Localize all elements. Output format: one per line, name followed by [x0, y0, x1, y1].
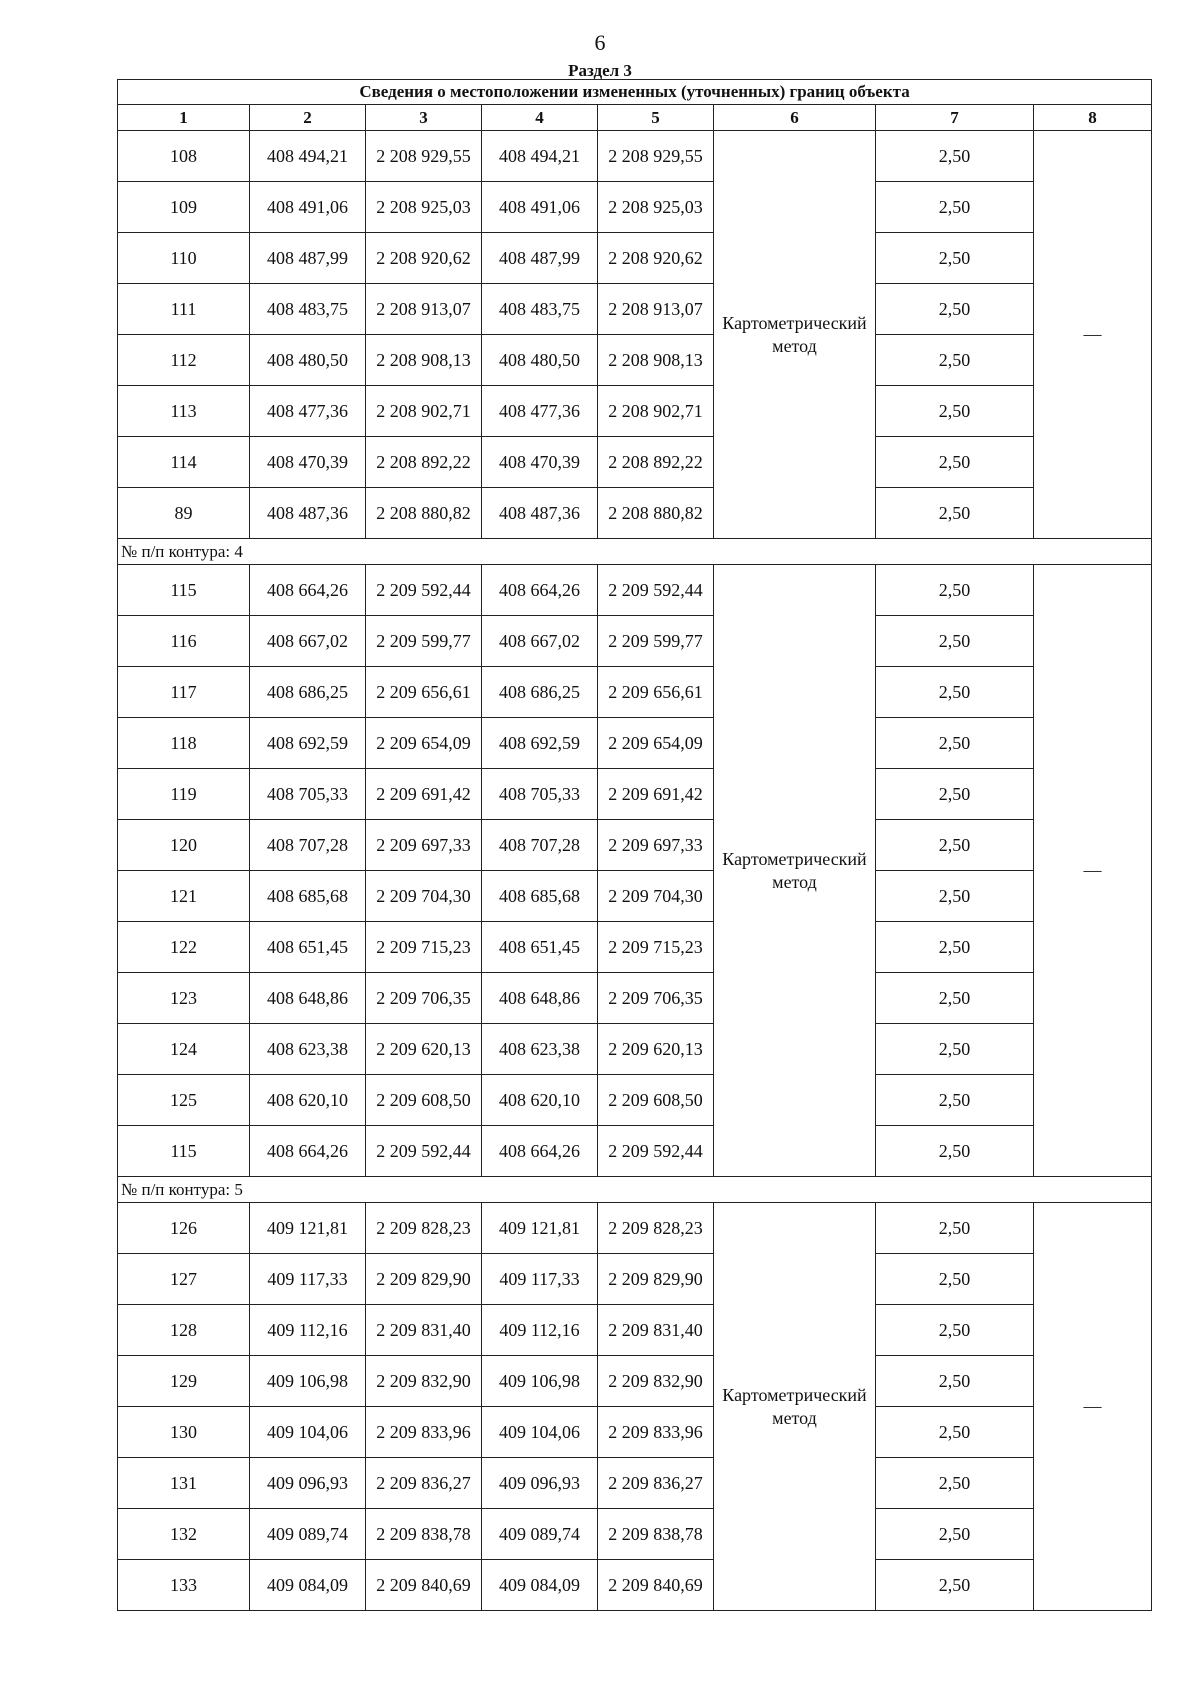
point-number-cell: 132 — [118, 1509, 250, 1560]
y-coordinate-cell: 2 209 697,33 — [366, 820, 482, 871]
point-number-cell: 116 — [118, 616, 250, 667]
y-coordinate-cell: 2 209 691,42 — [366, 769, 482, 820]
y-coordinate-cell: 2 208 902,71 — [598, 386, 714, 437]
y-coordinate-cell: 2 209 715,23 — [366, 922, 482, 973]
point-number-cell: 130 — [118, 1407, 250, 1458]
column-number: 5 — [598, 105, 714, 131]
precision-cell: 2,50 — [876, 616, 1034, 667]
x-coordinate-cell: 409 112,16 — [250, 1305, 366, 1356]
point-number-cell: 109 — [118, 182, 250, 233]
x-coordinate-cell: 408 483,75 — [482, 284, 598, 335]
precision-cell: 2,50 — [876, 1305, 1034, 1356]
table-row — [118, 1356, 1152, 1407]
precision-cell: 2,50 — [876, 1203, 1034, 1254]
x-coordinate-cell: 409 104,06 — [250, 1407, 366, 1458]
y-coordinate-cell: 2 209 840,69 — [598, 1560, 714, 1611]
y-coordinate-cell: 2 209 608,50 — [598, 1075, 714, 1126]
contour-label: № п/п контура: 4 — [118, 539, 1152, 565]
column-8-cell: — — [1034, 131, 1152, 539]
x-coordinate-cell: 409 084,09 — [482, 1560, 598, 1611]
table-row — [118, 182, 1152, 233]
table-row — [118, 922, 1152, 973]
y-coordinate-cell: 2 208 880,82 — [366, 488, 482, 539]
precision-cell: 2,50 — [876, 488, 1034, 539]
x-coordinate-cell: 408 494,21 — [482, 131, 598, 182]
point-number-cell: 114 — [118, 437, 250, 488]
precision-cell: 2,50 — [876, 131, 1034, 182]
precision-cell: 2,50 — [876, 871, 1034, 922]
y-coordinate-cell: 2 208 925,03 — [598, 182, 714, 233]
y-coordinate-cell: 2 209 829,90 — [598, 1254, 714, 1305]
y-coordinate-cell: 2 208 920,62 — [598, 233, 714, 284]
x-coordinate-cell: 408 664,26 — [482, 1126, 598, 1177]
point-number-cell: 124 — [118, 1024, 250, 1075]
x-coordinate-cell: 409 089,74 — [482, 1509, 598, 1560]
y-coordinate-cell: 2 209 832,90 — [598, 1356, 714, 1407]
x-coordinate-cell: 409 096,93 — [482, 1458, 598, 1509]
table-row — [118, 386, 1152, 437]
column-number: 2 — [250, 105, 366, 131]
point-number-cell: 89 — [118, 488, 250, 539]
table-row — [118, 1126, 1152, 1177]
y-coordinate-cell: 2 209 832,90 — [366, 1356, 482, 1407]
y-coordinate-cell: 2 208 913,07 — [598, 284, 714, 335]
x-coordinate-cell: 408 664,26 — [482, 565, 598, 616]
table-row — [118, 233, 1152, 284]
method-cell: Картометрический метод — [714, 1203, 876, 1611]
x-coordinate-cell: 408 477,36 — [482, 386, 598, 437]
y-coordinate-cell: 2 208 908,13 — [598, 335, 714, 386]
x-coordinate-cell: 408 620,10 — [250, 1075, 366, 1126]
precision-cell: 2,50 — [876, 718, 1034, 769]
table-row — [118, 667, 1152, 718]
precision-cell: 2,50 — [876, 1407, 1034, 1458]
x-coordinate-cell: 408 480,50 — [482, 335, 598, 386]
y-coordinate-cell: 2 209 831,40 — [598, 1305, 714, 1356]
precision-cell: 2,50 — [876, 1075, 1034, 1126]
x-coordinate-cell: 408 477,36 — [250, 386, 366, 437]
precision-cell: 2,50 — [876, 820, 1034, 871]
y-coordinate-cell: 2 209 838,78 — [598, 1509, 714, 1560]
x-coordinate-cell: 408 648,86 — [482, 973, 598, 1024]
y-coordinate-cell: 2 208 892,22 — [598, 437, 714, 488]
x-coordinate-cell: 408 620,10 — [482, 1075, 598, 1126]
point-number-cell: 108 — [118, 131, 250, 182]
precision-cell: 2,50 — [876, 769, 1034, 820]
x-coordinate-cell: 408 707,28 — [482, 820, 598, 871]
y-coordinate-cell: 2 209 691,42 — [598, 769, 714, 820]
x-coordinate-cell: 409 117,33 — [482, 1254, 598, 1305]
y-coordinate-cell: 2 209 592,44 — [366, 1126, 482, 1177]
x-coordinate-cell: 408 648,86 — [250, 973, 366, 1024]
precision-cell: 2,50 — [876, 667, 1034, 718]
precision-cell: 2,50 — [876, 1024, 1034, 1075]
y-coordinate-cell: 2 209 620,13 — [598, 1024, 714, 1075]
column-number-row — [118, 105, 1152, 131]
x-coordinate-cell: 408 494,21 — [250, 131, 366, 182]
table-row — [118, 488, 1152, 539]
precision-cell: 2,50 — [876, 386, 1034, 437]
y-coordinate-cell: 2 209 704,30 — [598, 871, 714, 922]
table-row — [118, 973, 1152, 1024]
precision-cell: 2,50 — [876, 335, 1034, 386]
point-number-cell: 127 — [118, 1254, 250, 1305]
x-coordinate-cell: 408 487,99 — [250, 233, 366, 284]
y-coordinate-cell: 2 209 599,77 — [598, 616, 714, 667]
precision-cell: 2,50 — [876, 973, 1034, 1024]
x-coordinate-cell: 408 705,33 — [482, 769, 598, 820]
y-coordinate-cell: 2 208 892,22 — [366, 437, 482, 488]
y-coordinate-cell: 2 209 654,09 — [366, 718, 482, 769]
table-title: Сведения о местоположении измененных (уточненных) границ объекта — [118, 80, 1152, 105]
y-coordinate-cell: 2 209 656,61 — [366, 667, 482, 718]
point-number-cell: 115 — [118, 565, 250, 616]
y-coordinate-cell: 2 209 599,77 — [366, 616, 482, 667]
y-coordinate-cell: 2 209 828,23 — [598, 1203, 714, 1254]
table-row — [118, 284, 1152, 335]
column-8-cell: — — [1034, 565, 1152, 1177]
precision-cell: 2,50 — [876, 565, 1034, 616]
x-coordinate-cell: 409 084,09 — [250, 1560, 366, 1611]
table-row — [118, 1305, 1152, 1356]
section-title: Раздел 3 — [568, 61, 632, 80]
precision-cell: 2,50 — [876, 233, 1034, 284]
point-number-cell: 117 — [118, 667, 250, 718]
y-coordinate-cell: 2 208 913,07 — [366, 284, 482, 335]
point-number-cell: 125 — [118, 1075, 250, 1126]
x-coordinate-cell: 408 664,26 — [250, 565, 366, 616]
x-coordinate-cell: 408 692,59 — [250, 718, 366, 769]
x-coordinate-cell: 408 483,75 — [250, 284, 366, 335]
precision-cell: 2,50 — [876, 922, 1034, 973]
y-coordinate-cell: 2 209 833,96 — [366, 1407, 482, 1458]
y-coordinate-cell: 2 209 592,44 — [366, 565, 482, 616]
y-coordinate-cell: 2 209 715,23 — [598, 922, 714, 973]
y-coordinate-cell: 2 209 704,30 — [366, 871, 482, 922]
method-cell: Картометрический метод — [714, 131, 876, 539]
x-coordinate-cell: 408 686,25 — [482, 667, 598, 718]
x-coordinate-cell: 409 106,98 — [482, 1356, 598, 1407]
y-coordinate-cell: 2 209 833,96 — [598, 1407, 714, 1458]
x-coordinate-cell: 409 106,98 — [250, 1356, 366, 1407]
contour-label-row — [118, 539, 1152, 565]
y-coordinate-cell: 2 208 902,71 — [366, 386, 482, 437]
y-coordinate-cell: 2 208 920,62 — [366, 233, 482, 284]
x-coordinate-cell: 408 487,99 — [482, 233, 598, 284]
point-number-cell: 115 — [118, 1126, 250, 1177]
x-coordinate-cell: 408 651,45 — [482, 922, 598, 973]
point-number-cell: 110 — [118, 233, 250, 284]
x-coordinate-cell: 408 491,06 — [250, 182, 366, 233]
table-row — [118, 1024, 1152, 1075]
contour-label: № п/п контура: 5 — [118, 1177, 1152, 1203]
column-number: 4 — [482, 105, 598, 131]
point-number-cell: 122 — [118, 922, 250, 973]
point-number-cell: 120 — [118, 820, 250, 871]
table-row — [118, 131, 1152, 182]
y-coordinate-cell: 2 209 828,23 — [366, 1203, 482, 1254]
x-coordinate-cell: 408 664,26 — [250, 1126, 366, 1177]
y-coordinate-cell: 2 209 706,35 — [366, 973, 482, 1024]
y-coordinate-cell: 2 209 831,40 — [366, 1305, 482, 1356]
y-coordinate-cell: 2 209 697,33 — [598, 820, 714, 871]
table-row — [118, 335, 1152, 386]
point-number-cell: 113 — [118, 386, 250, 437]
column-number: 6 — [714, 105, 876, 131]
x-coordinate-cell: 408 470,39 — [482, 437, 598, 488]
x-coordinate-cell: 408 692,59 — [482, 718, 598, 769]
precision-cell: 2,50 — [876, 182, 1034, 233]
y-coordinate-cell: 2 208 925,03 — [366, 182, 482, 233]
precision-cell: 2,50 — [876, 1560, 1034, 1611]
point-number-cell: 133 — [118, 1560, 250, 1611]
x-coordinate-cell: 409 096,93 — [250, 1458, 366, 1509]
table-row — [118, 565, 1152, 616]
y-coordinate-cell: 2 209 654,09 — [598, 718, 714, 769]
table-row — [118, 1254, 1152, 1305]
precision-cell: 2,50 — [876, 284, 1034, 335]
y-coordinate-cell: 2 209 829,90 — [366, 1254, 482, 1305]
table-row — [118, 437, 1152, 488]
table-row — [118, 718, 1152, 769]
point-number-cell: 111 — [118, 284, 250, 335]
x-coordinate-cell: 408 667,02 — [482, 616, 598, 667]
table-row — [118, 1407, 1152, 1458]
page-number: 6 — [594, 30, 606, 55]
point-number-cell: 118 — [118, 718, 250, 769]
precision-cell: 2,50 — [876, 1254, 1034, 1305]
x-coordinate-cell: 408 491,06 — [482, 182, 598, 233]
y-coordinate-cell: 2 209 840,69 — [366, 1560, 482, 1611]
precision-cell: 2,50 — [876, 437, 1034, 488]
y-coordinate-cell: 2 208 929,55 — [366, 131, 482, 182]
x-coordinate-cell: 409 121,81 — [482, 1203, 598, 1254]
y-coordinate-cell: 2 208 908,13 — [366, 335, 482, 386]
y-coordinate-cell: 2 209 592,44 — [598, 565, 714, 616]
x-coordinate-cell: 408 480,50 — [250, 335, 366, 386]
precision-cell: 2,50 — [876, 1509, 1034, 1560]
point-number-cell: 121 — [118, 871, 250, 922]
table-row — [118, 769, 1152, 820]
point-number-cell: 119 — [118, 769, 250, 820]
column-number: 8 — [1034, 105, 1152, 131]
x-coordinate-cell: 409 117,33 — [250, 1254, 366, 1305]
precision-cell: 2,50 — [876, 1356, 1034, 1407]
column-number: 3 — [366, 105, 482, 131]
table-row — [118, 820, 1152, 871]
point-number-cell: 126 — [118, 1203, 250, 1254]
column-8-cell: — — [1034, 1203, 1152, 1611]
y-coordinate-cell: 2 209 838,78 — [366, 1509, 482, 1560]
x-coordinate-cell: 408 685,68 — [482, 871, 598, 922]
x-coordinate-cell: 408 707,28 — [250, 820, 366, 871]
x-coordinate-cell: 408 470,39 — [250, 437, 366, 488]
x-coordinate-cell: 408 686,25 — [250, 667, 366, 718]
x-coordinate-cell: 409 112,16 — [482, 1305, 598, 1356]
y-coordinate-cell: 2 208 880,82 — [598, 488, 714, 539]
method-cell: Картометрический метод — [714, 565, 876, 1177]
y-coordinate-cell: 2 209 836,27 — [598, 1458, 714, 1509]
x-coordinate-cell: 409 089,74 — [250, 1509, 366, 1560]
boundary-coordinates-table — [117, 79, 1152, 1611]
column-number: 1 — [118, 105, 250, 131]
point-number-cell: 112 — [118, 335, 250, 386]
table-row — [118, 616, 1152, 667]
column-number: 7 — [876, 105, 1034, 131]
contour-label-row — [118, 1177, 1152, 1203]
point-number-cell: 123 — [118, 973, 250, 1024]
x-coordinate-cell: 408 487,36 — [250, 488, 366, 539]
y-coordinate-cell: 2 209 592,44 — [598, 1126, 714, 1177]
y-coordinate-cell: 2 209 656,61 — [598, 667, 714, 718]
x-coordinate-cell: 409 121,81 — [250, 1203, 366, 1254]
precision-cell: 2,50 — [876, 1126, 1034, 1177]
point-number-cell: 129 — [118, 1356, 250, 1407]
x-coordinate-cell: 408 623,38 — [482, 1024, 598, 1075]
x-coordinate-cell: 409 104,06 — [482, 1407, 598, 1458]
table-row — [118, 871, 1152, 922]
y-coordinate-cell: 2 209 620,13 — [366, 1024, 482, 1075]
y-coordinate-cell: 2 209 836,27 — [366, 1458, 482, 1509]
x-coordinate-cell: 408 685,68 — [250, 871, 366, 922]
table-row — [118, 1560, 1152, 1611]
x-coordinate-cell: 408 651,45 — [250, 922, 366, 973]
y-coordinate-cell: 2 209 706,35 — [598, 973, 714, 1024]
y-coordinate-cell: 2 209 608,50 — [366, 1075, 482, 1126]
table-row — [118, 1075, 1152, 1126]
point-number-cell: 131 — [118, 1458, 250, 1509]
x-coordinate-cell: 408 487,36 — [482, 488, 598, 539]
y-coordinate-cell: 2 208 929,55 — [598, 131, 714, 182]
precision-cell: 2,50 — [876, 1458, 1034, 1509]
point-number-cell: 128 — [118, 1305, 250, 1356]
table-row — [118, 1203, 1152, 1254]
x-coordinate-cell: 408 705,33 — [250, 769, 366, 820]
table-row — [118, 1509, 1152, 1560]
x-coordinate-cell: 408 667,02 — [250, 616, 366, 667]
table-row — [118, 1458, 1152, 1509]
x-coordinate-cell: 408 623,38 — [250, 1024, 366, 1075]
